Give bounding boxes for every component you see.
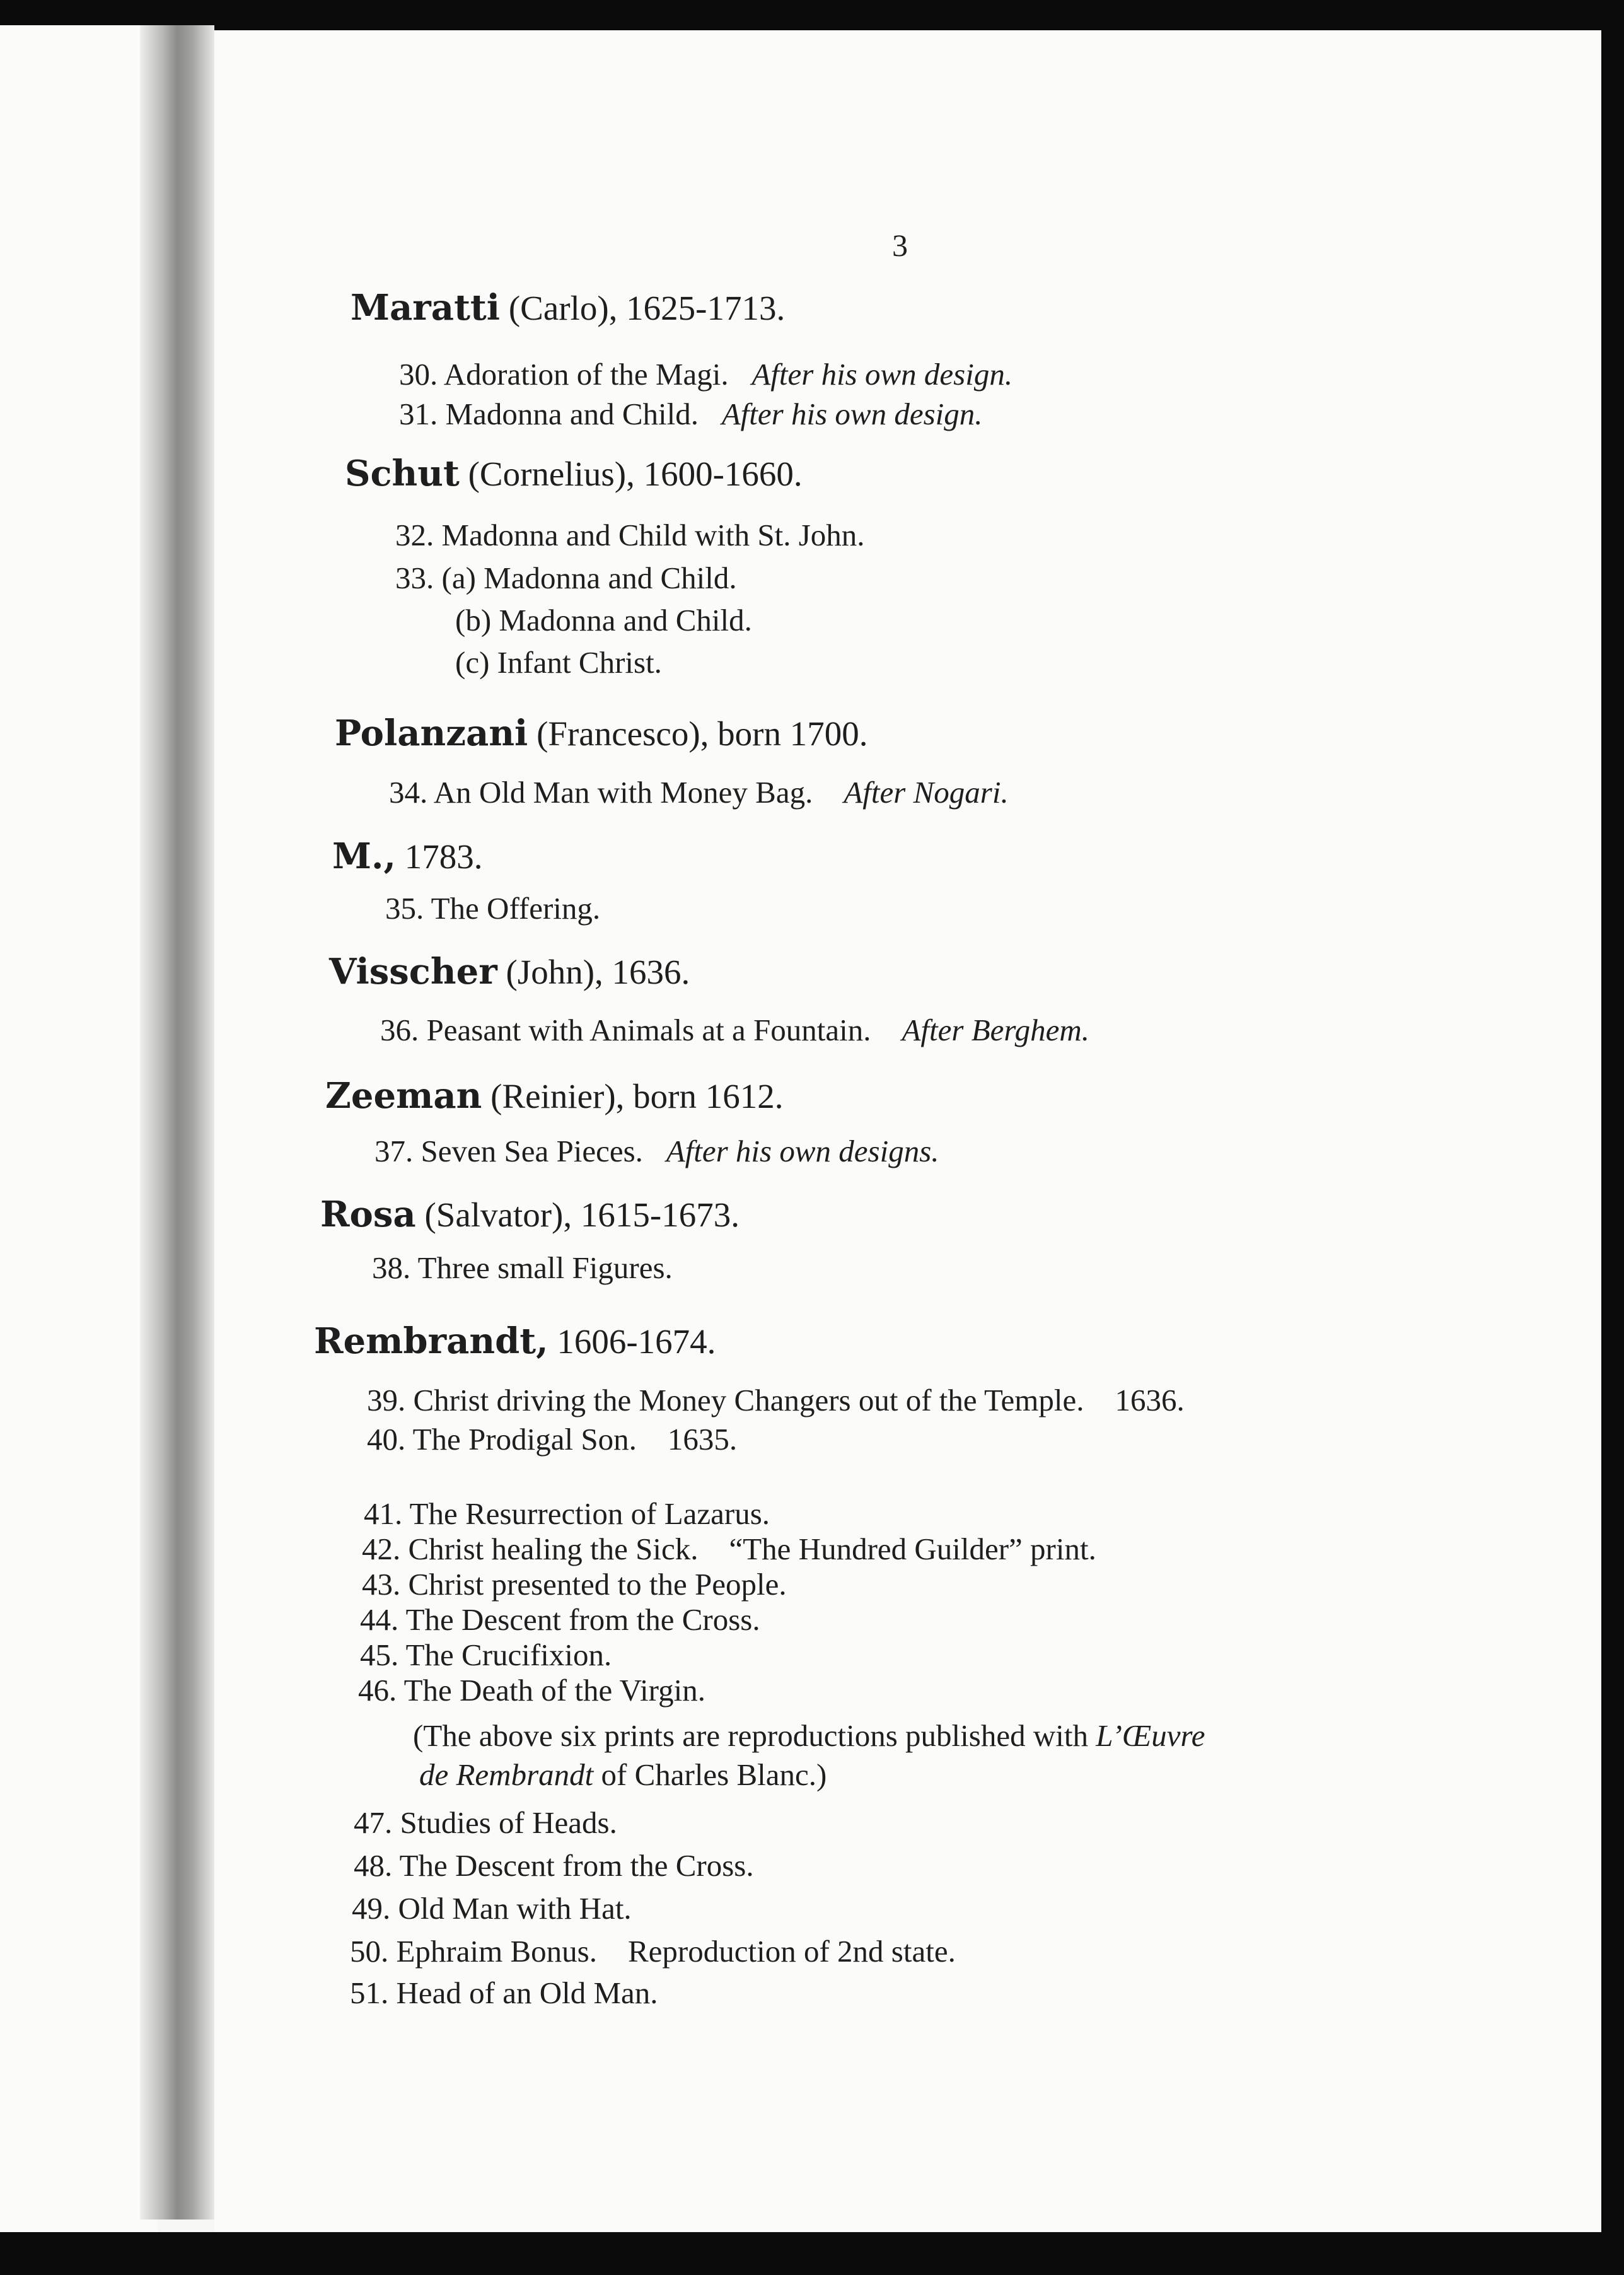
item-number: 41. bbox=[364, 1496, 403, 1531]
catalogue-item bbox=[360, 1602, 760, 1638]
item-number: 42. bbox=[362, 1532, 401, 1566]
book-gutter bbox=[140, 25, 214, 2220]
item-number: 43. bbox=[362, 1567, 401, 1602]
catalogue-item bbox=[360, 1637, 612, 1673]
item-title: The Crucifixion. bbox=[405, 1638, 612, 1672]
artist-details: 1606-1674. bbox=[557, 1322, 716, 1361]
artist-heading bbox=[345, 453, 803, 494]
item-date: 1636. bbox=[1115, 1383, 1185, 1417]
item-attribution: After his own design. bbox=[721, 397, 983, 431]
catalogue-item bbox=[352, 1890, 632, 1926]
item-number: 51. bbox=[350, 1975, 389, 2010]
page-number: 3 bbox=[892, 228, 908, 263]
artist-heading bbox=[335, 713, 867, 754]
item-title: Old Man with Hat. bbox=[398, 1891, 632, 1926]
footnote-text: (The above six prints are reproductions published with bbox=[413, 1718, 1088, 1753]
artist-heading bbox=[325, 1075, 783, 1117]
catalogue-item bbox=[362, 1566, 787, 1602]
item-number: 47. bbox=[354, 1805, 393, 1840]
artist-name: Rosa bbox=[320, 1194, 416, 1235]
artist-heading bbox=[320, 1194, 740, 1235]
catalogue-item bbox=[367, 1421, 737, 1457]
item-title: (a) Madonna and Child. bbox=[441, 561, 737, 595]
item-title: Adoration of the Magi. bbox=[443, 357, 729, 392]
artist-details: 1783. bbox=[404, 837, 483, 876]
item-number: 34. bbox=[389, 775, 428, 810]
item-number: 45. bbox=[360, 1638, 399, 1672]
artist-heading bbox=[332, 835, 482, 877]
scan-border-right bbox=[1601, 0, 1624, 2275]
artist-details: (Carlo), 1625-1713. bbox=[508, 289, 786, 327]
catalogue-item bbox=[354, 1805, 617, 1841]
item-title: Ephraim Bonus. bbox=[396, 1934, 597, 1969]
item-attribution: After his own designs. bbox=[666, 1134, 939, 1168]
item-number: 36. bbox=[380, 1013, 419, 1047]
catalogue-item bbox=[367, 1382, 1185, 1418]
item-title: Madonna and Child. bbox=[445, 397, 699, 431]
item-attribution: After Berghem. bbox=[902, 1013, 1090, 1047]
artist-name: Rembrandt, bbox=[314, 1320, 548, 1362]
item-title: Studies of Heads. bbox=[400, 1805, 617, 1840]
item-number: 39. bbox=[367, 1383, 406, 1417]
item-number: 32. bbox=[395, 518, 434, 552]
footnote-text: of Charles Blanc.) bbox=[601, 1757, 827, 1792]
item-title: An Old Man with Money Bag. bbox=[433, 775, 813, 810]
footnote-line bbox=[413, 1755, 1205, 1795]
artist-details: (Reinier), born 1612. bbox=[490, 1077, 784, 1115]
item-attribution: After his own design. bbox=[751, 357, 1013, 392]
artist-details: (Cornelius), 1600-1660. bbox=[468, 455, 803, 493]
item-extra: Reproduction of 2nd state. bbox=[627, 1934, 956, 1969]
artist-details: (Salvator), 1615-1673. bbox=[424, 1196, 740, 1234]
item-attribution: After Nogari. bbox=[844, 775, 1009, 810]
item-number: 40. bbox=[367, 1422, 406, 1457]
item-title: Madonna and Child with St. John. bbox=[441, 518, 865, 552]
catalogue-item bbox=[350, 1975, 658, 2011]
catalogue-item bbox=[364, 1496, 770, 1532]
artist-details: (John), 1636. bbox=[506, 953, 690, 991]
artist-name: Visscher bbox=[329, 951, 497, 992]
footnote-line bbox=[413, 1716, 1205, 1755]
item-title: Christ healing the Sick. bbox=[408, 1532, 699, 1566]
catalogue-item bbox=[399, 356, 1012, 392]
item-title: The Prodigal Son. bbox=[412, 1422, 637, 1457]
footnote bbox=[413, 1716, 1205, 1795]
item-number: 30. bbox=[399, 357, 438, 392]
artist-name: Zeeman bbox=[325, 1075, 482, 1117]
catalogue-item bbox=[395, 560, 737, 596]
item-title: (b) Madonna and Child. bbox=[455, 603, 752, 637]
artist-heading bbox=[314, 1320, 716, 1362]
item-title: The Offering. bbox=[431, 891, 601, 926]
artist-name: M., bbox=[332, 835, 396, 877]
artist-heading bbox=[329, 951, 690, 992]
catalogue-item bbox=[374, 1133, 939, 1169]
footnote-italic: de Rembrandt bbox=[419, 1757, 594, 1792]
item-number: 50. bbox=[350, 1934, 389, 1969]
catalogue-item bbox=[362, 1531, 1096, 1567]
item-title: Head of an Old Man. bbox=[396, 1975, 658, 2010]
footnote-italic: L’Œuvre bbox=[1096, 1718, 1205, 1753]
item-extra: “The Hundred Guilder” print. bbox=[729, 1532, 1096, 1566]
item-number: 31. bbox=[399, 397, 438, 431]
catalogue-item bbox=[380, 1012, 1089, 1048]
catalogue-item bbox=[385, 890, 600, 926]
catalogue-item bbox=[358, 1672, 705, 1708]
item-number: 46. bbox=[358, 1673, 397, 1708]
catalogue-item bbox=[389, 774, 1009, 810]
catalogue-item bbox=[399, 396, 983, 432]
catalogue-item bbox=[350, 1933, 956, 1969]
item-number: 38. bbox=[372, 1250, 411, 1285]
item-title: Christ presented to the People. bbox=[408, 1567, 787, 1602]
catalogue-item bbox=[395, 517, 865, 553]
artist-name: Maratti bbox=[351, 287, 501, 329]
item-title: (c) Infant Christ. bbox=[455, 645, 662, 680]
artist-heading bbox=[351, 287, 785, 329]
item-title: Christ driving the Money Changers out of the Temple. bbox=[413, 1383, 1084, 1417]
item-title: The Resurrection of Lazarus. bbox=[409, 1496, 770, 1531]
item-title: Peasant with Animals at a Fountain. bbox=[426, 1013, 871, 1047]
item-number: 48. bbox=[354, 1848, 393, 1883]
item-number: 49. bbox=[352, 1891, 391, 1926]
catalogue-item bbox=[354, 1847, 754, 1883]
item-number: 35. bbox=[385, 891, 424, 926]
scan-border-bottom bbox=[0, 2232, 1624, 2275]
item-title: Seven Sea Pieces. bbox=[420, 1134, 643, 1168]
artist-name: Schut bbox=[345, 453, 460, 494]
artist-name: Polanzani bbox=[335, 713, 528, 754]
facing-page-edge bbox=[0, 25, 158, 2238]
item-title: The Descent from the Cross. bbox=[399, 1848, 754, 1883]
artist-details: (Francesco), born 1700. bbox=[536, 714, 868, 753]
item-date: 1635. bbox=[667, 1422, 738, 1457]
catalogue-item bbox=[372, 1250, 673, 1286]
item-number: 44. bbox=[360, 1602, 399, 1637]
catalogue-item bbox=[455, 644, 662, 680]
item-title: The Descent from the Cross. bbox=[405, 1602, 760, 1637]
item-title: Three small Figures. bbox=[417, 1250, 673, 1285]
item-number: 33. bbox=[395, 561, 434, 595]
item-title: The Death of the Virgin. bbox=[403, 1673, 705, 1708]
item-number: 37. bbox=[374, 1134, 414, 1168]
catalogue-item bbox=[455, 602, 752, 638]
